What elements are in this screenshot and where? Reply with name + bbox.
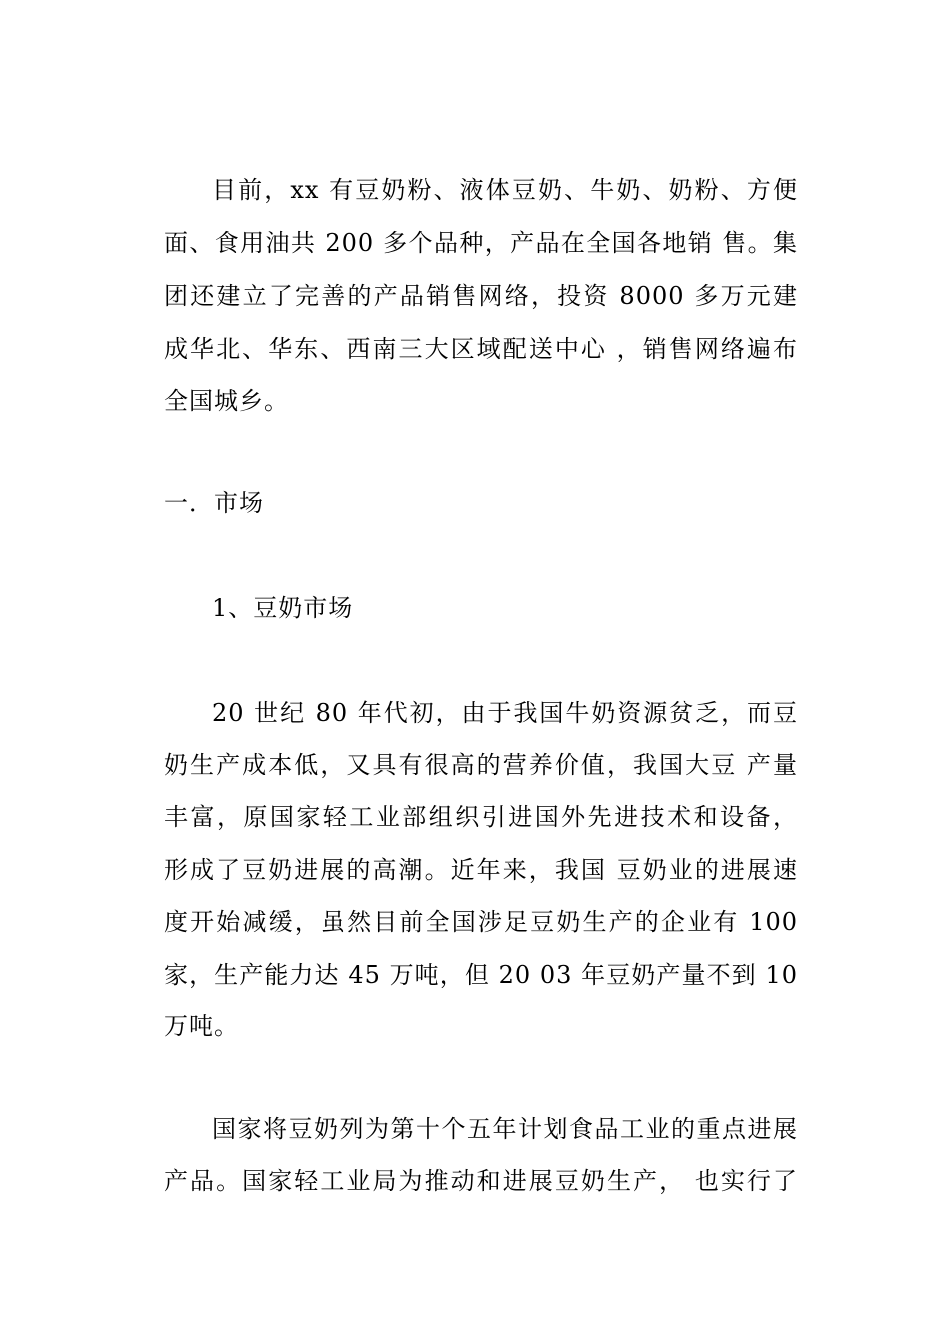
- paragraph-2-line-1: 20 世纪 80 年代初，由于我国牛奶资源贫乏，而豆: [212, 699, 798, 727]
- paragraph-1-line-4: 成华北、华东、西南三大区域配送中心 ，销售网络遍布: [164, 335, 798, 363]
- section-heading-market: 一．市场: [164, 489, 264, 517]
- paragraph-2-line-2: 奶生产成本低，又具有很高的营养价值，我国大豆 产量: [164, 751, 798, 779]
- paragraph-1-line-5: 全国城乡。: [164, 387, 289, 415]
- paragraph-2-line-3: 丰富，原国家轻工业部组织引进国外先进技术和设备，: [164, 803, 798, 831]
- paragraph-1-line-3: 团还建立了完善的产品销售网络，投资 8000 多万元建: [164, 282, 798, 310]
- paragraph-3-line-2: 产品。国家轻工业局为推动和进展豆奶生产， 也实行了: [164, 1167, 798, 1195]
- paragraph-1-line-2: 面、食用油共 200 多个品种，产品在全国各地销 售。集: [164, 229, 798, 257]
- subsection-heading-soymilk-market: 1、豆奶市场: [212, 594, 354, 622]
- paragraph-2-line-5: 度开始减缓，虽然目前全国涉足豆奶生产的企业有 100: [164, 908, 798, 936]
- paragraph-3-line-1: 国家将豆奶列为第十个五年计划食品工业的重点进展: [212, 1115, 798, 1143]
- paragraph-2-line-4: 形成了豆奶进展的高潮。近年来，我国 豆奶业的进展速: [164, 856, 798, 884]
- paragraph-2-line-6: 家，生产能力达 45 万吨，但 20 03 年豆奶产量不到 10: [164, 961, 798, 989]
- paragraph-2-line-7: 万吨。: [164, 1012, 239, 1040]
- paragraph-1-line-1: 目前，xx 有豆奶粉、液体豆奶、牛奶、奶粉、方便: [212, 176, 798, 204]
